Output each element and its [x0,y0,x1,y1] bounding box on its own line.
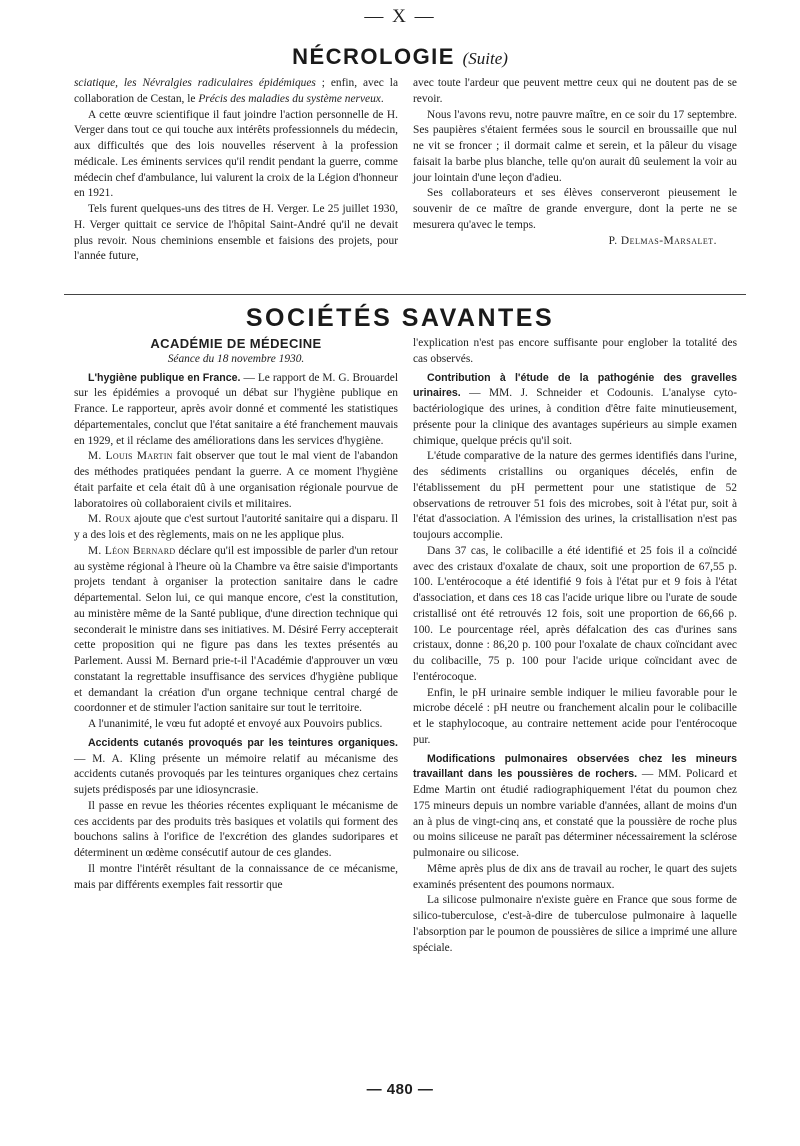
communication-heading: L'hygiène publique en France. [88,371,241,384]
paragraph-text: L'étude comparative de la nature des germes identifiés dans l'urine, des sédiments cristallins ou organiques décelés, enfin de l'établissement du pH permettent pour une statistique de 52 observations de retrouver 51 fois des microbes, soit à l'état pur, soit à l'état d'association. A l'émission des urines, la cristallisation n'est pas toujours accomplie. [413,450,737,541]
paragraph-text: Il montre l'intérêt résultant de la connaissance de ce mécanisme, mais par différents exemples fait ressortir que [74,862,398,891]
necrologie-left-column [74,76,398,265]
paragraph-text: déclare qu'il est impossible de parler d'un retour au système régional à l'heure où la Chambre va être saisie d'importants projets tendant à organiser la protection sanitaire dans le cadre départemental. Selon lui, ce qui manque encore, c'est la constitution, au ministère même de la Santé publique, d'une direction technique qui seconderait le ministre dans ses initiatives. M. Désiré Ferry accepterait cette proposition qui ne figure pas dans les textes présentés au Parlement. Aussi M. Bernard prie-t-il l'Académie d'approuver un vœu constatant la regrettable insuffisance des services d'hygiène publique et demandant la création d'un organe technique central chargé de coordonner et de stimuler l'action sanitaire sur tout le territoire. [74,544,399,715]
paragraph-text: La silicose pulmonaire n'existe guère en France que sous forme de silico-tuberculose, c'est-à-dire de tuberculose pulmonaire à laquelle l'absorption par le poumon de poussières de silice a imprimé une allure spéciale. [413,894,737,954]
paragraph [413,893,737,956]
paragraph [74,544,398,717]
paragraph-text: — Le rapport de M. G. Brouardel sur les épidémies a provoqué un débat sur l'hygiène publique en France. Le rapporteur, après avoir donné et commenté les statistiques départementales, conclut que l'état sanitaire a été franchement mauvais en 1929, et il réclame des améliorations dans les services d'hygiène. [74,371,398,447]
paragraph-text: fait observer que tout le mal vient de l'abandon des méthodes pratiquées pendant la guerre. A ce moment l'hygiène était parfaite et cela était dû à une organisation régionale pourvue de laboratoires où collaboraient civils et militaires. [74,450,399,510]
paragraph-text: Enfin, le pH urinaire semble indiquer le milieu favorable pour le microbe décelé : pH neutre ou franchement alcalin pour le colibacille et le staphylocoque, au contraire nettement acide pour l'entérocoque pur. [413,686,737,746]
paragraph: Ses collaborateurs et ses élèves conserveront pieusement le souvenir de ce maître de grande envergure, dont la perte ne se mesurera qu'avec le temps. [413,187,737,231]
paragraph [74,799,398,862]
paragraph-text: A l'unanimité, le vœu fut adopté et envoyé aux Pouvoirs publics. [88,718,383,730]
paragraph-text: ajoute que c'est surtout l'autorité sanitaire qui a disparu. Il y a des lois et des règlements, mais on ne les applique plus. [74,513,398,541]
paragraph [74,717,398,733]
paragraph [413,686,737,749]
necrologie-title [0,44,800,70]
paragraph-text: — MM. J. Schneider et Codounis. L'analyse cyto-bactériologique des urines, à condition d'être faite minutieusement, présente pour la clinique des avantages supérieurs au simple examen chimique, quelque précis qu'il soit. [413,387,737,447]
seance-date: Séance du 18 novembre 1930. [167,352,305,365]
communication-heading: Contribution à l'étude de la pathogénie des gravelles urinaires. [413,371,737,400]
societes-savantes-title: SOCIÉTÉS SAVANTES [245,304,555,332]
paragraph [74,862,398,894]
page-number: — 480 — [366,1081,434,1098]
academie-heading: ACADÉMIE DE MÉDECINE [150,336,322,351]
paragraph: A cette œuvre scientifique il faut joindre l'action personnelle de H. Verger dans tout ce qui touche aux intérêts professionnels du médecin, aux difficultés que des lois nouvelles réservent à la profession médicale. Les éminents services qu'il rendit pendant la guerre, comme médecin chef d'ambulance, lui valurent la croix de la Légion d'honneur en 1921. [74,108,398,200]
paragraph [74,736,398,799]
paragraph-text: l'explication n'est pas encore suffisante pour englober la totalité des cas observés. [413,337,737,365]
paragraph [74,76,398,108]
paragraph [413,336,737,368]
paragraph-text: ; enfin, avec la collaboration de Cestan, le [74,77,398,105]
paragraph-text: . [380,92,384,105]
communication-heading: Modifications pulmonaires observées chez les mineurs travaillant dans les poussières de rochers. [413,752,737,781]
paragraph [413,544,737,686]
societes-left-column [74,336,398,893]
speaker-name: M. Léon Bernard [88,544,176,557]
paragraph: Nous l'avons revu, notre pauvre maître, en ce soir du 17 septembre. Ses paupières s'étaient fermées sous le sourcil en broussaille que nul ne vit se froncer ; il dormait calme et serein, et la pâleur du visage faisait la barbe plus blanche, telle qu'on aurait dû seulement la voir au jour lointain d'une leçon d'adieu. [413,108,737,184]
section-divider [64,294,746,295]
paragraph [413,752,737,862]
roman-page-number: — X — [364,6,436,27]
paragraph-text: — M. A. Kling présente un mémoire relatif au mécanisme des accidents cutanés provoqués par les teintures organiques chez certains sujets prédisposés par une idiosyncrasie. [74,752,398,796]
paragraph [413,862,737,894]
paragraph-text: Dans 37 cas, le colibacille a été identifié et 25 fois il a coïncidé avec des cristaux d'oxalate de chaux, soit une proportion de 67,55 p. 100. L'entérocoque a été identifié 9 fois à l'état pur et 9 fois à l'état d'association, et dans ces 18 cas l'acide urique libre ou l'urate de soude cristallisé ont été retrouvés 12 fois, soit une proportion de 66,66 p. 100. Le pourcentage réel, après défalcation des cas d'urines sans cristaux, donne : 86,20 p. 100 pour l'oxalate de chaux coïncidant avec du colibacille, 75 p. 100 pour l'acide urique coïncidant avec de l'entérocoque. [413,544,737,683]
book-title: Précis des maladies du système nerveux [198,92,381,105]
paragraph [74,371,398,450]
book-title: sciatique, les Névralgies radiculaires épidémiques [74,77,316,89]
societes-right-column [413,336,737,956]
paragraph [413,371,737,450]
necrologie-title-text: NÉCROLOGIE [292,44,455,69]
speaker-name: M. Louis Martin [88,450,173,463]
paragraph [74,512,398,544]
necrologie-suite: (Suite) [462,49,508,68]
necrologie-right-column [413,76,737,249]
paragraph: avec toute l'ardeur que peuvent mettre ceux qui ne doutent pas de se revoir. [413,77,737,105]
communication-heading: Accidents cutanés provoqués par les teintures organiques. [88,736,398,749]
paragraph: Tels furent quelques-uns des titres de H. Verger. Le 25 juillet 1930, H. Verger quittait ce service de l'hôpital Saint-André qu'il ne devait plus revoir. Nous cheminions ensemble et faisions des projets, pour l'année future, [74,203,398,263]
paragraph-text: Même après plus de dix ans de travail au rocher, le quart des sujets examinés présentent des poumons normaux. [413,862,737,891]
author-signature: P. Delmas-Marsalet. [608,234,717,247]
paragraph-text: Il passe en revue les théories récentes expliquant le mécanisme de ces accidents par des produits très basiques et volatils qui forment des bouchons salins à l'orifice de l'excrétion des glandes sudoripares et déterminent un œdème consécutif autour de ces glandes. [74,799,398,859]
paragraph [74,449,398,512]
paragraph-text: — MM. Policard et Edme Martin ont étudié radiographiquement l'état du poumon chez 175 mineurs depuis un nombre variable d'années, allant de moins d'un an à plus de vingt-cinq ans, et constaté que la poussière de roche plus ou moins siliceuse ne paraît pas déterminer nécessairement la sclérose pulmonaire ou silicose. [413,768,737,859]
speaker-name: M. Roux [88,513,131,526]
paragraph [413,449,737,544]
